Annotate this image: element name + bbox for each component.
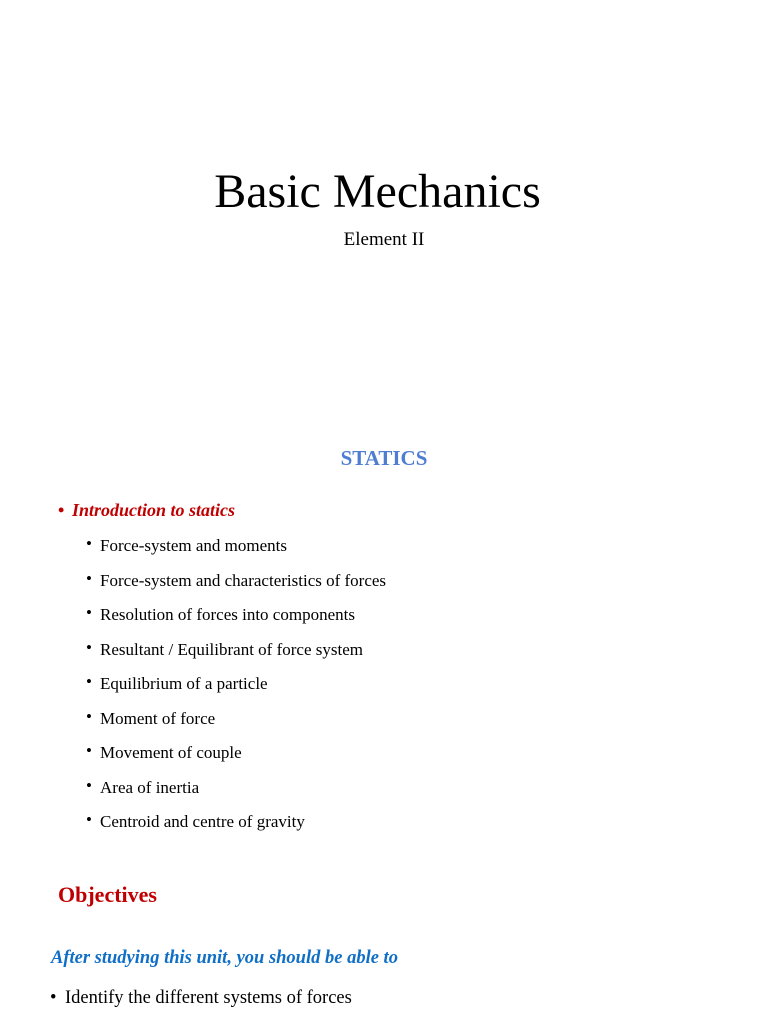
list-item (50, 985, 352, 1011)
subtopic-label: Equilibrium of a particle (100, 674, 268, 693)
list-item (86, 569, 386, 604)
list-item (86, 603, 386, 638)
list-item (86, 672, 386, 707)
document-title: Basic Mechanics (214, 165, 541, 218)
objective-label: Identify the different systems of forces (65, 988, 352, 1008)
subtopic-list (86, 534, 386, 845)
bullet-icon: • (86, 672, 92, 691)
bullet-icon: • (58, 500, 65, 520)
subtopic-label: Centroid and centre of gravity (100, 812, 305, 831)
bullet-icon: • (86, 568, 92, 588)
subtopic-label: Moment of force (100, 708, 216, 728)
topic-item (58, 498, 235, 522)
bullet-icon: • (86, 534, 92, 553)
list-item (86, 638, 386, 673)
objectives-lead: After studying this unit, you should be able to (51, 948, 398, 968)
subtopic-label: Movement of couple (100, 743, 242, 762)
list-item (86, 707, 386, 742)
bullet-icon: • (86, 637, 92, 657)
bullet-icon: • (86, 810, 92, 829)
objectives-heading: Objectives (58, 882, 157, 907)
subtopic-label: Area of inertia (100, 777, 200, 797)
bullet-icon: • (86, 603, 92, 622)
bullet-icon: • (86, 706, 92, 726)
topic-label: Introduction to statics (72, 500, 236, 520)
list-item (86, 810, 386, 845)
bullet-icon: • (86, 741, 92, 760)
subtopic-label: Force-system and moments (100, 536, 287, 555)
list-item (86, 741, 386, 776)
list-item (86, 534, 386, 569)
list-item (86, 776, 386, 811)
bullet-icon: • (86, 775, 92, 795)
subtopic-label: Resultant / Equilibrant of force system (100, 639, 363, 659)
document-subtitle: Element II (343, 229, 425, 250)
statics-heading: STATICS (340, 446, 428, 470)
subtopic-label: Resolution of forces into components (100, 605, 355, 624)
subtopic-label: Force-system and characteristics of forces (100, 570, 387, 590)
bullet-icon: • (50, 988, 57, 1008)
